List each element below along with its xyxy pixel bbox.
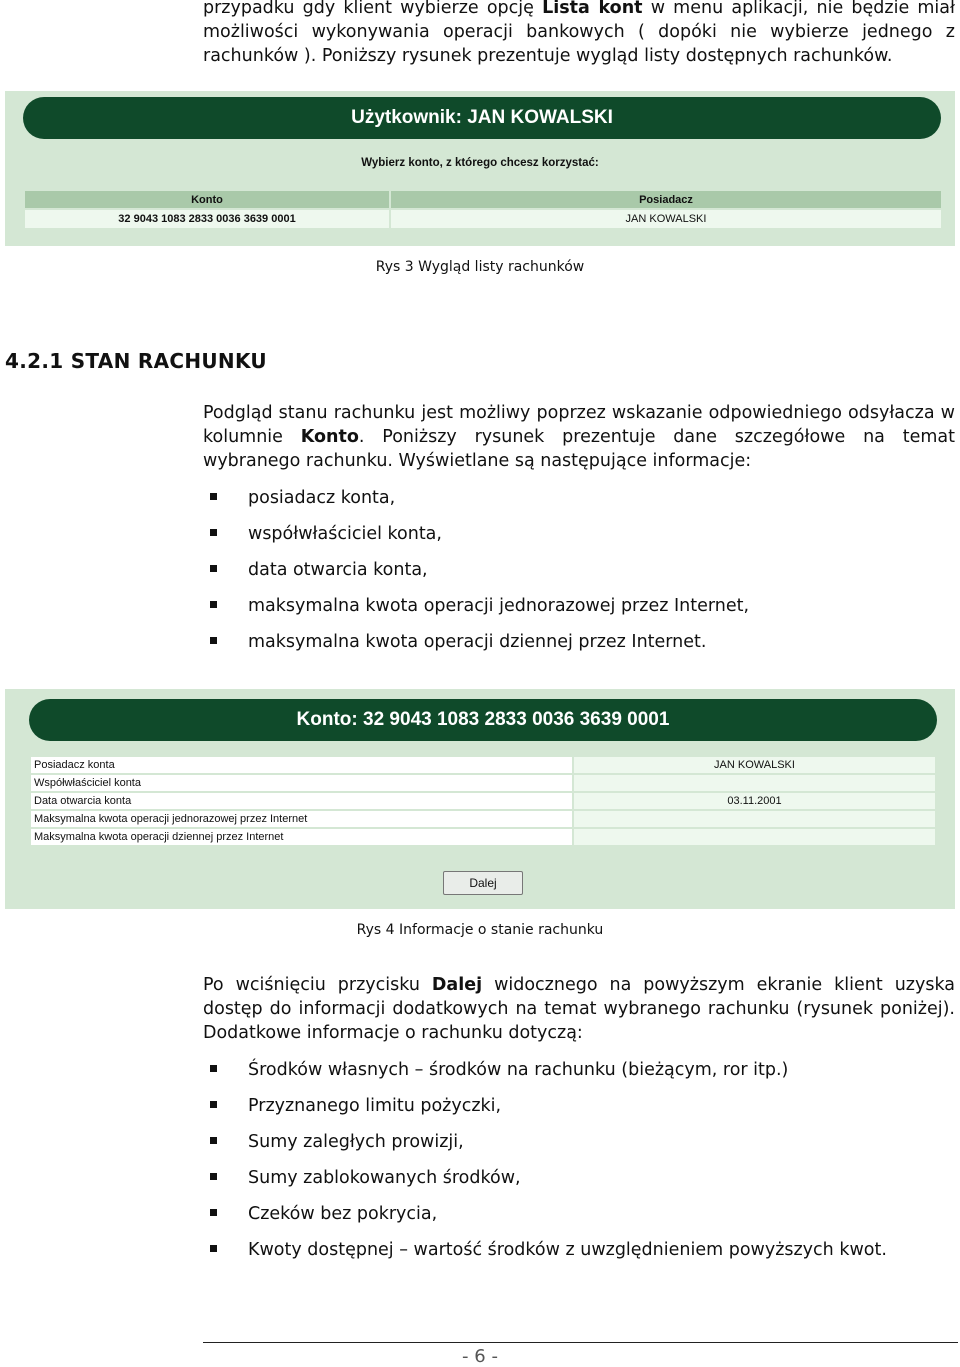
button-name: Dalej <box>431 975 483 995</box>
account-holder: JAN KOWALSKI <box>391 210 941 228</box>
bullet-square-icon <box>210 1065 217 1072</box>
bullet-square-icon <box>210 1209 217 1216</box>
table-row <box>31 757 935 773</box>
after-line-1: Po wciśnięciu przycisku Dalej widocznego na powyższym ekranie klient uzyska <box>203 975 955 995</box>
list-item: Czeków bez pokrycia, <box>210 1202 887 1238</box>
table-row <box>31 775 935 791</box>
after-line-3: Dodatkowe informacje o rachunku dotyczą: <box>203 1023 583 1043</box>
bullet-square-icon <box>210 1101 217 1108</box>
table-row <box>31 793 935 809</box>
intro-line-1: przypadku gdy klient wybierze opcję Lista kont w menu aplikacji, nie będzie miał <box>203 0 955 18</box>
list-item: Sumy zaległych prowizji, <box>210 1130 887 1166</box>
detail-label: Data otwarcia konta <box>31 793 572 809</box>
detail-value: JAN KOWALSKI <box>574 757 935 773</box>
after-line-2: dostęp do informacji dodatkowych na temat wybranego rachunku (rysunek poniżej). <box>203 999 955 1019</box>
list-item: maksymalna kwota operacji jednorazowej przez Internet, <box>210 594 749 630</box>
intro-line-2: możliwości wykonywania operacji bankowych ( dopóki nie wybierze jednego z <box>203 22 955 42</box>
figure-3-caption: Rys 3 Wygląd listy rachunków <box>375 259 585 275</box>
page-number: - 6 - <box>462 1346 498 1367</box>
bullet-square-icon <box>210 493 217 500</box>
detail-value <box>574 775 935 791</box>
detail-value: 03.11.2001 <box>574 793 935 809</box>
dalej-button[interactable]: Dalej <box>443 871 523 895</box>
additional-info-list <box>210 1058 887 1274</box>
section-p-line-2: kolumnie Konto. Poniższy rysunek prezentuje dane szczegółowe na temat <box>203 427 955 447</box>
bullet-square-icon <box>210 601 217 608</box>
section-heading: 4.2.1 STAN RACHUNKU <box>5 349 267 373</box>
detail-value <box>574 811 935 827</box>
bullet-square-icon <box>210 1173 217 1180</box>
detail-value <box>574 829 935 845</box>
detail-label: Posiadacz konta <box>31 757 572 773</box>
menu-option-name: Lista kont <box>542 0 643 18</box>
table-row <box>31 811 935 827</box>
bullet-square-icon <box>210 1137 217 1144</box>
account-number-link[interactable]: 32 9043 1083 2833 0036 3639 0001 <box>25 210 389 228</box>
list-item: data otwarcia konta, <box>210 558 749 594</box>
choose-account-prompt: Wybierz konto, z którego chcesz korzystać: <box>361 157 599 169</box>
list-item: współwłaściciel konta, <box>210 522 749 558</box>
table-row <box>31 829 935 845</box>
column-name: Konto <box>300 427 359 447</box>
footer-divider <box>203 1342 958 1343</box>
account-details-table <box>29 755 937 847</box>
detail-label: Maksymalna kwota operacji dziennej przez Internet <box>31 829 572 845</box>
list-item: Sumy zablokowanych środków, <box>210 1166 887 1202</box>
section-p-line-1: Podgląd stanu rachunku jest możliwy poprzez wskazanie odpowiedniego odsyłacza w <box>203 403 955 423</box>
table-row <box>25 210 941 228</box>
account-banner: Konto: 32 9043 1083 2833 0036 3639 0001 <box>29 699 937 741</box>
info-bullet-list <box>210 486 749 666</box>
list-item: posiadacz konta, <box>210 486 749 522</box>
column-header-konto: Konto <box>25 191 389 208</box>
intro-line-3: rachunków ). Poniższy rysunek prezentuje wygląd listy dostępnych rachunków. <box>203 46 893 66</box>
account-list-screenshot <box>5 91 955 246</box>
account-list-table <box>23 189 943 230</box>
account-details-screenshot <box>5 689 955 909</box>
bullet-square-icon <box>210 637 217 644</box>
list-item: Kwoty dostępnej – wartość środków z uwzględnieniem powyższych kwot. <box>210 1238 887 1274</box>
list-item: Środków własnych – środków na rachunku (bieżącym, ror itp.) <box>210 1058 887 1094</box>
detail-label: Maksymalna kwota operacji jednorazowej przez Internet <box>31 811 572 827</box>
bullet-square-icon <box>210 565 217 572</box>
section-p-line-3: wybranego rachunku. Wyświetlane są następujące informacje: <box>203 451 752 471</box>
figure-4-caption: Rys 4 Informacje o stanie rachunku <box>356 922 604 938</box>
bullet-square-icon <box>210 1245 217 1252</box>
detail-label: Współwłaściciel konta <box>31 775 572 791</box>
column-header-posiadacz: Posiadacz <box>391 191 941 208</box>
bullet-square-icon <box>210 529 217 536</box>
list-item: Przyznanego limitu pożyczki, <box>210 1094 887 1130</box>
user-banner: Użytkownik: JAN KOWALSKI <box>23 97 941 139</box>
list-item: maksymalna kwota operacji dziennej przez Internet. <box>210 630 749 666</box>
